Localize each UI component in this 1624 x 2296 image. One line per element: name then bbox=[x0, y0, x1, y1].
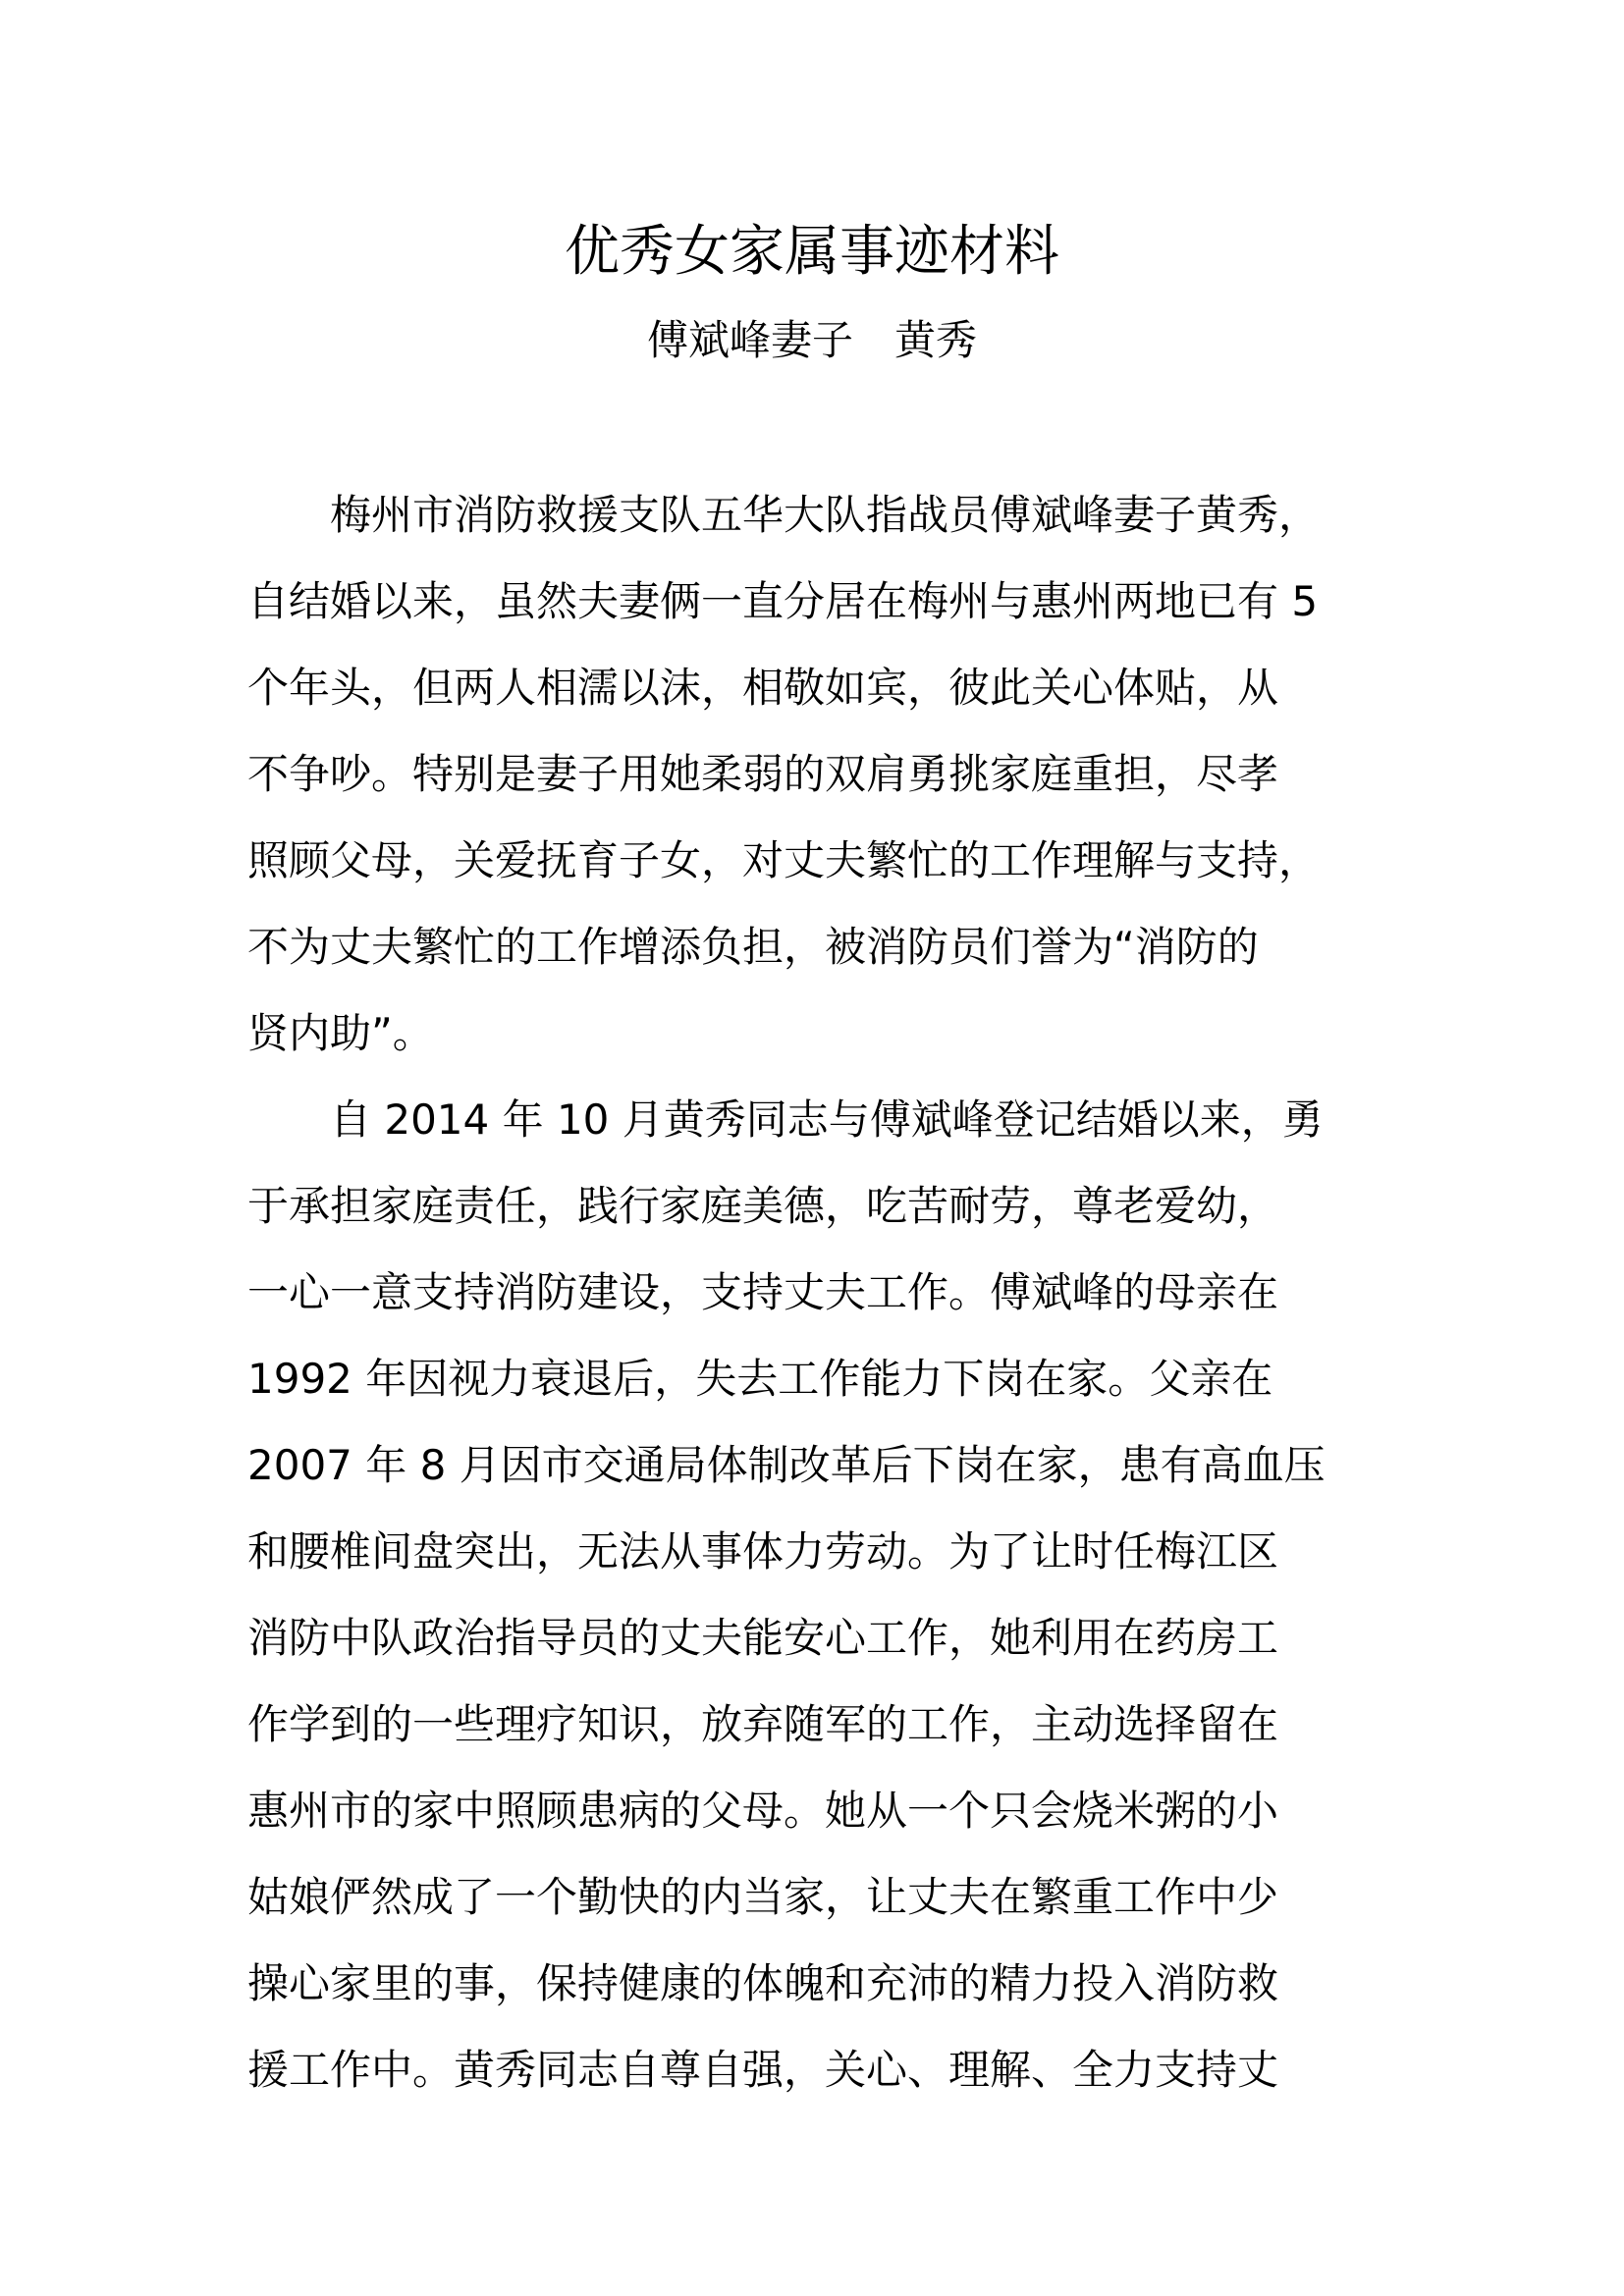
body-line: 于承担家庭责任，践行家庭美德，吃苦耐劳，尊老爱幼， bbox=[247, 1182, 1279, 1230]
body-line: 一心一意支持消防建设，支持丈夫工作。傅斌峰的母亲在 bbox=[247, 1268, 1279, 1316]
body-line: 自结婚以来，虽然夫妻俩一直分居在梅州与惠州两地已有 5 bbox=[247, 577, 1319, 625]
body-line: 1992 年因视力衰退后，失去工作能力下岗在家。父亲在 bbox=[247, 1355, 1273, 1403]
body-line: 自 2014 年 10 月黄秀同志与傅斌峰登记结婚以来，勇 bbox=[247, 1095, 1324, 1144]
body-line: 2007 年 8 月因市交通局体制改革后下岗在家，患有高血压 bbox=[247, 1441, 1326, 1489]
body-line: 消防中队政治指导员的丈夫能安心工作，她利用在药房工 bbox=[247, 1614, 1279, 1662]
body-line: 个年头，但两人相濡以沫，相敬如宾，彼此关心体贴，从 bbox=[247, 664, 1279, 712]
body-line: 不为丈夫繁忙的工作增添负担，被消防员们誉为“消防的 bbox=[247, 923, 1259, 971]
body-line: 作学到的一些理疗知识，放弃随军的工作，主动选择留在 bbox=[247, 1700, 1279, 1748]
document-subtitle: 傅斌峰妻子 黄秀 bbox=[646, 316, 977, 364]
body-line: 贤内助”。 bbox=[247, 1009, 434, 1057]
body-line: 援工作中。黄秀同志自尊自强，关心、理解、全力支持丈 bbox=[247, 2046, 1279, 2094]
body-line: 梅州市消防救援支队五华大队指战员傅斌峰妻子黄秀， bbox=[247, 491, 1321, 539]
body-line: 操心家里的事，保持健康的体魄和充沛的精力投入消防救 bbox=[247, 1959, 1279, 2007]
body-line: 姑娘俨然成了一个勤快的内当家，让丈夫在繁重工作中少 bbox=[247, 1873, 1279, 1921]
document-title: 优秀女家属事迹材料 bbox=[565, 220, 1059, 284]
body-line: 照顾父母，关爱抚育子女，对丈夫繁忙的工作理解与支持， bbox=[247, 836, 1321, 884]
body-line: 和腰椎间盘突出，无法从事体力劳动。为了让时任梅江区 bbox=[247, 1527, 1279, 1575]
body-line: 惠州市的家中照顾患病的父母。她从一个只会烧米粥的小 bbox=[247, 1787, 1279, 1835]
body-line: 不争吵。特别是妻子用她柔弱的双肩勇挑家庭重担，尽孝 bbox=[247, 750, 1279, 798]
